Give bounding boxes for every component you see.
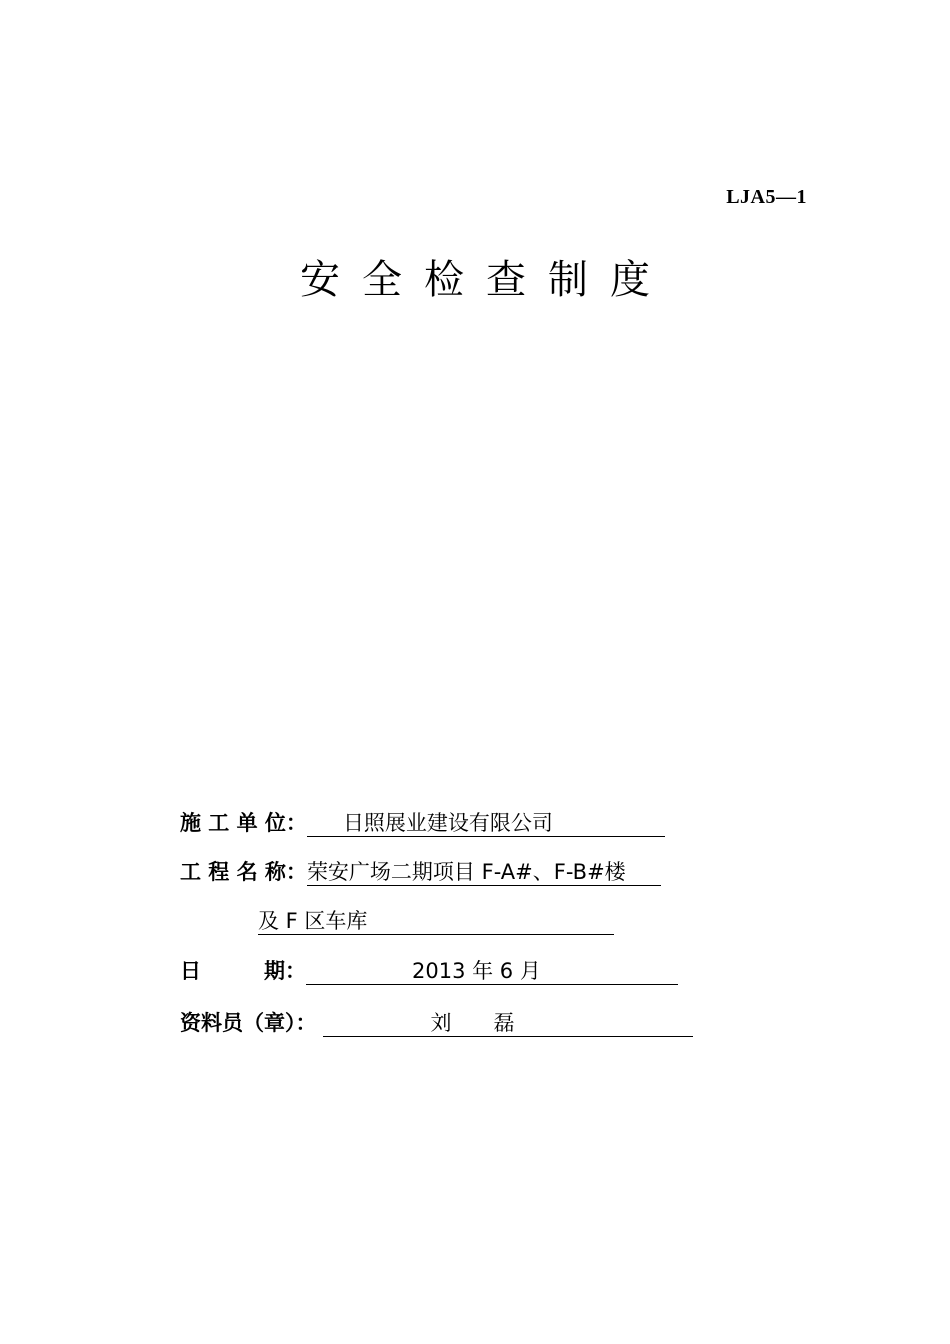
date-value: 2013 年 6 月 [412, 959, 541, 983]
date-label: 日 期： [180, 959, 306, 983]
construction-unit-value-line [307, 810, 665, 837]
field-date [180, 956, 678, 986]
project-name-label: 工 程 名 称： [180, 860, 307, 884]
project-name-value-line2 [258, 908, 614, 935]
field-clerk [180, 1008, 693, 1038]
document-title: 安全检查制度 [300, 257, 672, 303]
construction-unit-value: 日照展业建设有限公司 [342, 811, 553, 835]
project-name-value-2: 及 F 区车库 [258, 909, 368, 933]
field-project-name [180, 857, 661, 887]
project-name-value-line1 [307, 859, 661, 886]
document-code: LJA5—1 [726, 186, 807, 208]
clerk-label: 资料员（章）： [180, 1011, 317, 1035]
clerk-value: 刘 磊 [430, 1011, 515, 1035]
clerk-value-line [323, 1010, 693, 1037]
field-construction-unit [180, 808, 665, 838]
field-project-name-continued [258, 906, 614, 936]
project-name-value-1: 荣安广场二期项目 F-A#、F-B#楼 [306, 860, 626, 884]
construction-unit-label: 施 工 单 位： [180, 811, 307, 835]
date-value-line [306, 958, 678, 985]
